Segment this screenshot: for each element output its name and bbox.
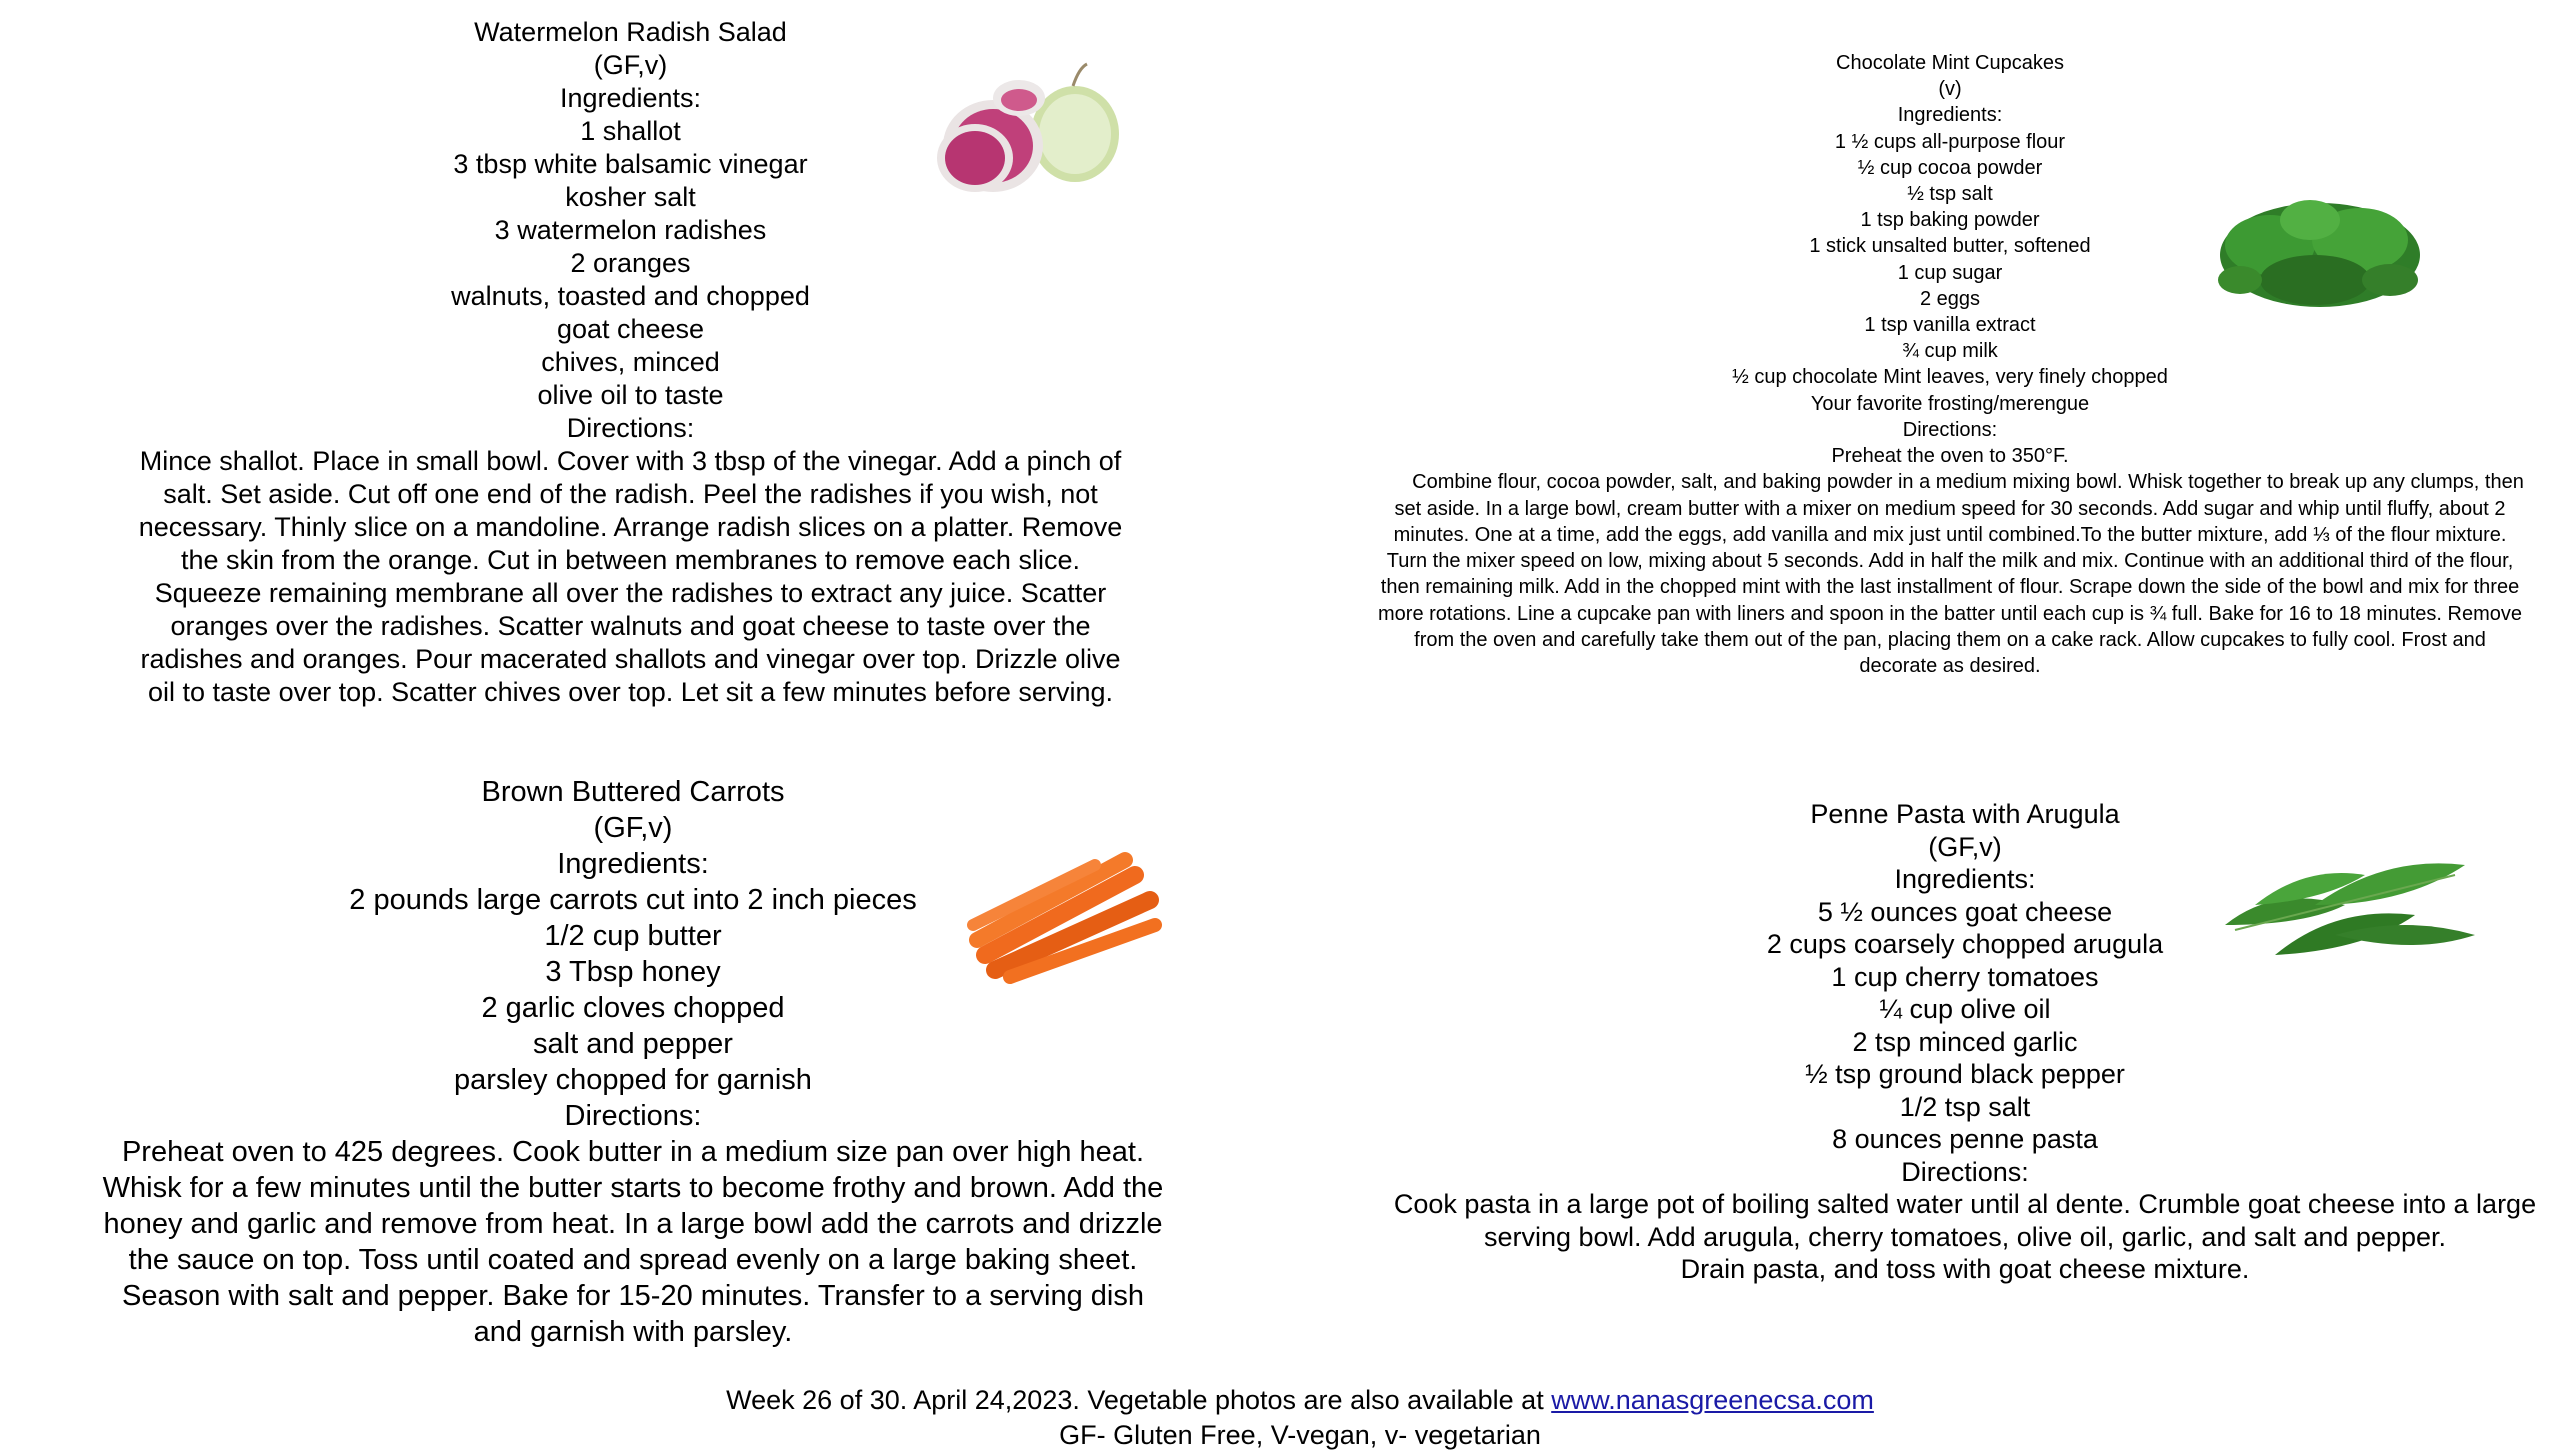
mint-leaves-photo	[2210, 185, 2430, 320]
ingredient-item: 1 stick unsalted butter, softened	[1809, 235, 2091, 258]
directions-label: Directions:	[1902, 418, 1998, 441]
ingredient-item: ¾ cup milk	[1902, 340, 1998, 363]
directions-line: Drain pasta, and toss with goat cheese mixture.	[1680, 1254, 2250, 1284]
ingredient-item: olive oil to taste	[537, 380, 724, 410]
directions-text: Mince shallot. Place in small bowl. Cover with 3 tbsp of the vinegar. Add a pinch of salt. Set aside. Cut off one end of the radish. Peel the radishes if you wish, not necessary. Thinly slice on a mandoline. Arrange radish slices on a platter. Remove the skin from the orange. Cut in between membranes to remove each slice. Squeeze remaining membrane all over the radishes to extract any juice. Scatter oranges over the radishes. Scatter walnuts and goat cheese to taste over the radishes and oranges. Pour macerated shallots and vinegar over top. Drizzle olive oil to taste over top. Scatter chives over top. Let sit a few minutes before serving.	[138, 446, 1123, 707]
ingredients-label: Ingredients:	[557, 848, 709, 880]
recipe-title: Penne Pasta with Arugula	[1810, 799, 2120, 829]
website-link[interactable]: www.nanasgreenecsa.com	[1551, 1385, 1874, 1415]
ingredient-item: 5 ½ ounces goat cheese	[1817, 896, 2113, 927]
directions-text: Preheat oven to 425 degrees. Cook butter in a medium size pan over high heat. Whisk for a few minutes until the butter starts to become frothy and brown. Add the honey and garlic and remove from heat. In a large bowl add the carrots and drizzle the sauce on top. Toss until coated and spread evenly on a large baking sheet. Season with salt and pepper. Bake for 15-20 minutes. Transfer to a serving dish and garnish with parsley.	[102, 1136, 1164, 1348]
ingredient-item: chives, minced	[541, 347, 720, 377]
ingredient-item: 1 tsp vanilla extract	[1864, 314, 2036, 337]
ingredient-item: Your favorite frosting/merengue	[1810, 392, 2090, 415]
ingredient-item: 2 eggs	[1919, 287, 1981, 310]
footer	[0, 1383, 2560, 1453]
directions-line: serving bowl. Add arugula, cherry tomatoes, olive oil, garlic, and salt and pepper.	[1483, 1221, 2447, 1252]
footer-week-text: Week 26 of 30. April 24,2023. Vegetable photos are also available at	[726, 1385, 1552, 1415]
watermelon-radish-photo	[935, 62, 1125, 202]
ingredient-item: 2 oranges	[570, 248, 691, 278]
ingredient-item: kosher salt	[565, 182, 696, 212]
ingredient-item: parsley chopped for garnish	[454, 1064, 812, 1096]
directions-label: Directions:	[564, 1100, 702, 1132]
ingredient-item: ½ cup cocoa powder	[1857, 156, 2043, 179]
ingredients-label: Ingredients:	[1894, 864, 2036, 894]
recipe-title: Brown Buttered Carrots	[481, 776, 785, 808]
ingredients-label: Ingredients:	[1897, 104, 2003, 127]
ingredient-item: 3 watermelon radishes	[494, 215, 767, 245]
directions-label: Directions:	[566, 413, 695, 443]
recipe-tags: (GF,v)	[593, 50, 668, 80]
ingredient-item: 8 ounces penne pasta	[1832, 1124, 2098, 1154]
arugula-photo	[2215, 845, 2485, 985]
recipe-title: Watermelon Radish Salad	[474, 17, 787, 47]
directions-label: Directions:	[1901, 1156, 2029, 1187]
recipe-title: Chocolate Mint Cupcakes	[1836, 52, 2064, 74]
ingredient-item: 1 tsp baking powder	[1860, 209, 2040, 232]
recipe-tags: (v)	[1938, 78, 1962, 101]
footer-legend: GF- Gluten Free, V-vegan, v- vegetarian	[1059, 1420, 1541, 1450]
preheat-text: Preheat the oven to 350°F.	[1831, 445, 2069, 468]
ingredient-item: ½ tsp salt	[1907, 183, 1993, 206]
ingredient-item: ½ cup chocolate Mint leaves, very finely chopped	[1732, 366, 2168, 389]
recipe-tags: (GF,v)	[593, 812, 673, 844]
ingredient-item: salt and pepper	[533, 1028, 733, 1060]
directions-text: Combine flour, cocoa powder, salt, and baking powder in a medium mixing bowl. Whisk together to break up any clumps, then set aside. In a large bowl, cream butter with a mixer on medium speed for 30 seconds. Add sugar and whip until fluffy, about 2 minutes. One at a time, add the eggs, add vanilla and mix just until combined.To the butter mixture, add ⅓ of the flour mixture. Turn the mixer speed on low, mixing about 5 seconds. Add in half the milk and mix. Continue with an additional third of the flour, then remaining milk. Add in the chopped mint with the last installment of flour. Scrape down the side of the bowl and mix for three more rotations. Line a cupcake pan with liners and spoon in the batter until each cup is ¾ full. Bake for 16 to 18 minutes. Remove from the oven and carefully take them out of the pan, placing them on a cake rack. Allow cupcakes to fully cool. Frost and decorate as desired.	[1378, 471, 2524, 678]
ingredient-item: 1/2 cup butter	[544, 920, 722, 952]
ingredient-item: goat cheese	[556, 314, 705, 344]
carrots-photo	[965, 845, 1165, 985]
ingredient-item: 2 tsp minced garlic	[1852, 1026, 2078, 1057]
ingredient-item: walnuts, toasted and chopped	[451, 281, 810, 311]
ingredient-item: 1 cup cherry tomatoes	[1831, 961, 2099, 992]
ingredient-item: 3 tbsp white balsamic vinegar	[453, 149, 808, 179]
ingredient-item: 1 ½ cups all-purpose flour	[1834, 130, 2066, 153]
ingredient-item: 3 Tbsp honey	[545, 956, 721, 988]
footer-line-1	[0, 1383, 2560, 1418]
ingredient-item: 1 cup sugar	[1897, 261, 2003, 284]
ingredient-item: ½ tsp ground black pepper	[1805, 1059, 2125, 1089]
ingredient-item: ¼ cup olive oil	[1879, 994, 2051, 1024]
ingredient-item: 2 pounds large carrots cut into 2 inch pieces	[349, 884, 917, 916]
recipe-tags: (GF,v)	[1928, 831, 2002, 862]
recipe-chocolate-mint-cupcakes	[1370, 50, 2530, 680]
directions-line: Cook pasta in a large pot of boiling salted water until al dente. Crumble goat cheese into a large	[1393, 1189, 2537, 1219]
ingredient-item: 1 shallot	[580, 116, 681, 146]
ingredients-label: Ingredients:	[559, 83, 702, 113]
ingredient-item: 2 garlic cloves chopped	[481, 992, 785, 1024]
ingredient-item: 1/2 tsp salt	[1899, 1091, 2031, 1122]
ingredient-item: 2 cups coarsely chopped arugula	[1766, 929, 2164, 959]
